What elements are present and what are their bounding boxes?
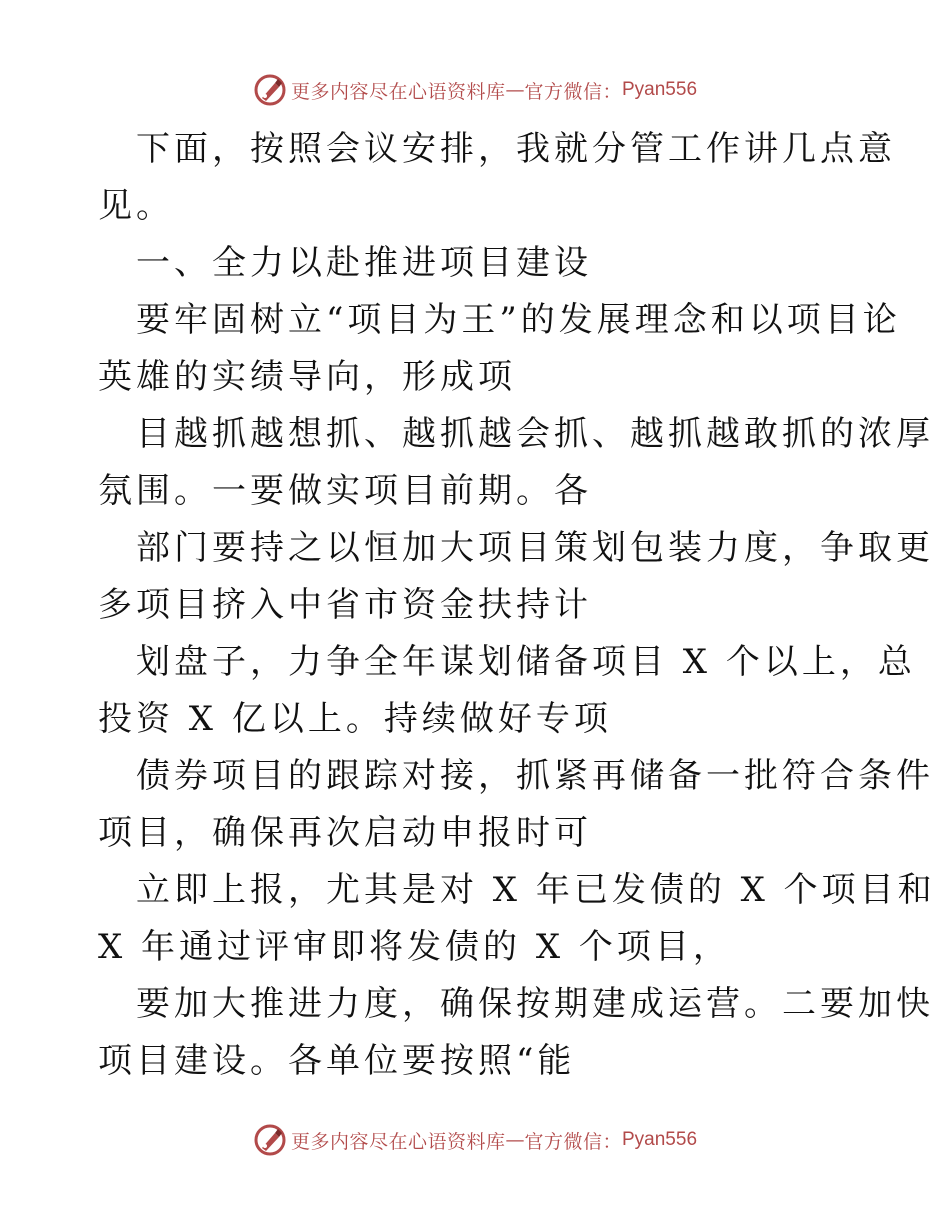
text-line: 划盘子，力争全年谋划储备项目 X 个以上，总 [136, 642, 916, 682]
text-line: X 年通过评审即将发债的 X 个项目， [98, 927, 731, 967]
section-heading: 一、全力以赴推进项目建设 [136, 243, 592, 283]
banner-separator: — [505, 79, 525, 101]
footer-banner [0, 1120, 950, 1160]
banner-label: 官方微信： [524, 80, 622, 103]
banner-id: Pyan556 [622, 1129, 698, 1150]
text-line: 英雄的实绩导向，形成项 [98, 357, 516, 397]
pen-logo-icon [253, 73, 287, 107]
text-line: 下面，按照会议安排，我就分管工作讲几点意 [136, 129, 896, 169]
text-line: 氛围。一要做实项目前期。各 [98, 471, 592, 511]
text-line: 要牢固树立“项目为王”的发展理念和以项目论 [136, 300, 901, 340]
text-line: 多项目挤入中省市资金扶持计 [98, 585, 592, 625]
text-line: 项目，确保再次启动申报时可 [98, 813, 592, 853]
text-line: 目越抓越想抓、越抓越会抓、越抓越敢抓的浓厚 [136, 414, 934, 454]
banner-text: 更多内容尽在心语资料库 [290, 80, 506, 103]
text-line: 立即上报，尤其是对 X 年已发债的 X 个项目和 [136, 870, 936, 910]
text-line: 债券项目的跟踪对接，抓紧再储备一批符合条件 [136, 756, 934, 796]
text-line: 项目建设。各单位要按照“能 [98, 1041, 576, 1081]
document-body [98, 121, 936, 1090]
banner-id: Pyan556 [622, 79, 698, 100]
text-line: 要加大推进力度，确保按期建成运营。二要加快 [136, 984, 934, 1024]
text-line: 见。 [98, 186, 174, 226]
pen-logo-icon [253, 1123, 287, 1157]
banner-label: 官方微信： [524, 1130, 622, 1153]
header-banner [0, 70, 950, 110]
banner-text: 更多内容尽在心语资料库 [290, 1130, 506, 1153]
text-line: 部门要持之以恒加大项目策划包装力度，争取更 [136, 528, 934, 568]
banner-separator: — [505, 1129, 525, 1151]
text-line: 投资 X 亿以上。持续做好专项 [98, 699, 612, 739]
